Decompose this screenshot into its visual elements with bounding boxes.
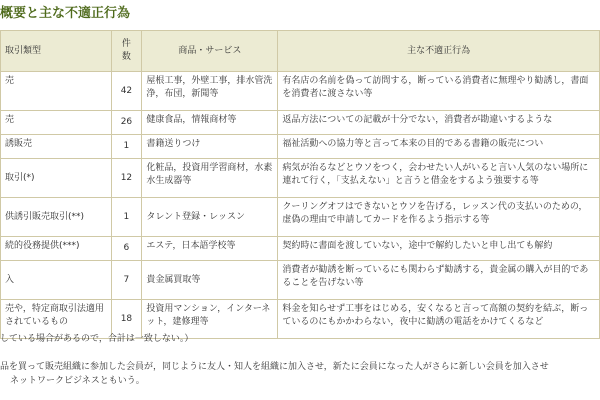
cell-count: 26 [111,111,142,135]
cell-goods: 書籍送りつけ [142,135,278,159]
cell-goods: 屋根工事，外壁工事，排水管洗浄，布団，新聞等 [142,72,278,111]
header-type: 取引類型 [1,31,112,72]
cell-misconduct: 有名店の名前を偽って訪問する，断っている消費者に無理やり勧誘し，書面を消費者に渡さない等 [278,72,600,111]
cell-type: 供誘引販売取引(**) [1,198,112,237]
cell-type: 続的役務提供(***) [1,237,112,261]
table-row [1,237,600,261]
misconduct-table [0,30,600,339]
cell-goods: 貴金属買取等 [142,261,278,300]
cell-count: 6 [111,237,142,261]
header-goods: 商品・サービス [142,31,278,72]
footnote-alias: ネットワークビジネスともいう。 [10,376,145,386]
table-header-row [1,31,600,72]
cell-misconduct: クーリングオフはできないとウソを告げる，レッスン代の支払いのための，虚偽の理由で申請してカードを作るよう指示する等 [278,198,600,237]
table-row [1,111,600,135]
table-row [1,198,600,237]
cell-misconduct: 契約時に書面を渡していない，途中で解約したいと申し出ても解約 [278,237,600,261]
footnote-total: している場合があるので，合計は一致しない。） [0,334,194,344]
table-row [1,72,600,111]
cell-goods: 投資用マンション，インターネット，建修理等 [142,300,278,339]
cell-goods: 健康食品，情報商材等 [142,111,278,135]
table-row [1,159,600,198]
cell-goods: タレント登録・レッスン [142,198,278,237]
cell-goods: エステ，日本語学校等 [142,237,278,261]
cell-count: 1 [111,135,142,159]
header-count: 件数 [111,31,142,72]
cell-count: 1 [111,198,142,237]
cell-type: 売や，特定商取引法適用されているもの [1,300,112,339]
cell-misconduct: 病気が治るなどとウソをつく，会わせたい人がいると言い人気のない場所に連れて行く，「支払えない」と言うと借金をするよう強要する等 [278,159,600,198]
cell-goods: 化粧品，投資用学習商材，水素水生成器等 [142,159,278,198]
cell-type: 入 [1,261,112,300]
table-row [1,261,600,300]
cell-misconduct: 料金を知らせず工事をはじめる，安くなると言って高額の契約を結ぶ，断っているのにもかかわらない，夜中に勧誘の電話をかけてくるなど [278,300,600,339]
cell-count: 18 [111,300,142,339]
cell-type: 誘販売 [1,135,112,159]
cell-type: 売 [1,72,112,111]
cell-misconduct: 返品方法についての記載が十分でない，消費者が勘違いするような [278,111,600,135]
cell-misconduct: 消費者が勧誘を断っているにも関わらず勧誘する，貴金属の購入が目的であることを告げない等 [278,261,600,300]
cell-count: 12 [111,159,142,198]
cell-count: 7 [111,261,142,300]
footnote-definition: 品を買って販売組織に参加した会員が，同じように友人・知人を組織に加入させ，新たに会員になった人がさらに新しい会員を加入させ [0,362,549,372]
cell-misconduct: 福祉活動への協力等と言って本来の目的である書籍の販売につい [278,135,600,159]
section-title: 概要と主な不適正行為 [0,6,131,21]
cell-type: 取引(*) [1,159,112,198]
table-row [1,135,600,159]
cell-type: 売 [1,111,112,135]
cell-count: 42 [111,72,142,111]
header-misconduct: 主な不適正行為 [278,31,600,72]
